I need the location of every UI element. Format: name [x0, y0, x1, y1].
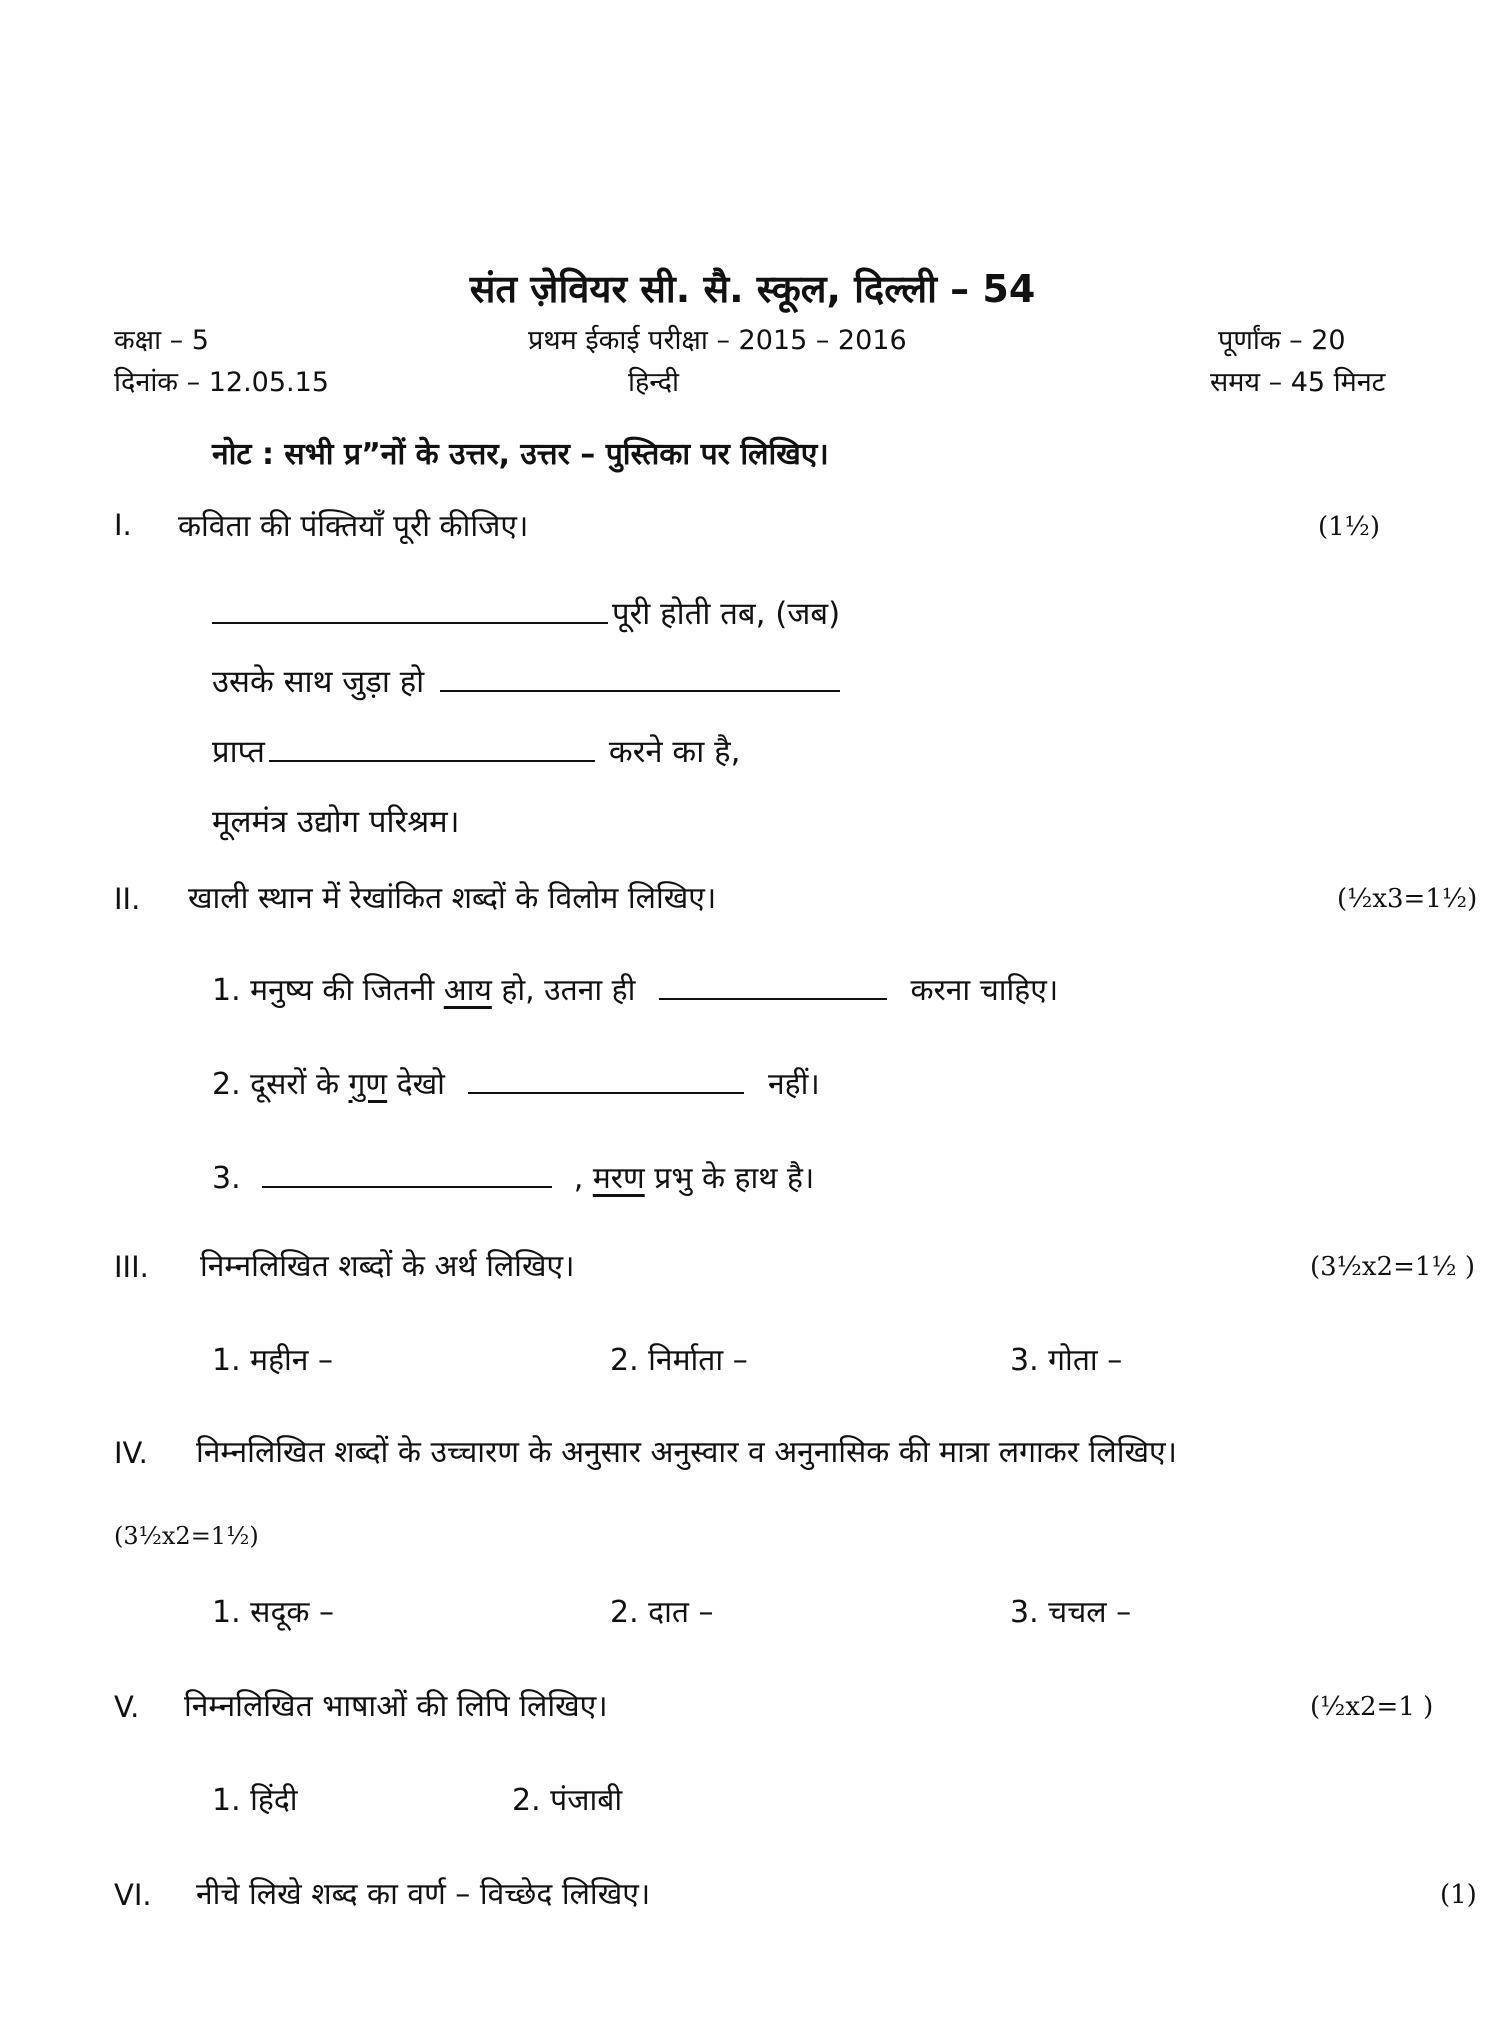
question-number: V. — [114, 1690, 140, 1724]
item-text: नहीं। — [768, 1067, 820, 1102]
question-marks: (½x2=1 ) — [1310, 1692, 1434, 1722]
underlined-word: गुण — [348, 1067, 388, 1102]
fill-blank — [262, 1185, 552, 1188]
question-text: निम्नलिखित भाषाओं की लिपि लिखिए। — [184, 1689, 608, 1724]
item-text: देखो — [396, 1067, 445, 1102]
poem-line-4: मूलमंत्र उद्योग परिश्रम। — [212, 804, 460, 840]
question-marks: (½x3=1½) — [1337, 884, 1478, 914]
question-number: VI. — [114, 1878, 152, 1912]
poem-line-3-start: प्राप्त — [212, 734, 265, 770]
nasal-item-3: 3. चचल – — [1010, 1595, 1132, 1630]
script-item-1: 1. हिंदी — [212, 1783, 298, 1818]
poem-line-1 — [212, 592, 840, 634]
poem-line-1-text: पूरी होती तब, (जब) — [612, 596, 841, 632]
class-label: कक्षा – 5 — [114, 325, 209, 356]
fill-blank — [440, 689, 840, 692]
question-text: खाली स्थान में रेखांकित शब्दों के विलोम लिखिए। — [188, 881, 717, 916]
item-text: 1. मनुष्य की जितनी — [212, 973, 435, 1008]
fill-blank — [468, 1091, 744, 1094]
item-text: 3. — [212, 1161, 241, 1196]
nasal-item-1: 1. सदूक – — [212, 1595, 334, 1630]
antonym-item-1 — [212, 968, 1058, 1009]
underlined-word: मरण — [592, 1161, 645, 1196]
nasal-item-2: 2. दात – — [610, 1595, 714, 1630]
meaning-item-2: 2. निर्माता – — [610, 1343, 748, 1378]
meaning-item-1: 1. महीन – — [212, 1343, 333, 1378]
question-marks: (3½x2=1½ ) — [1310, 1252, 1476, 1282]
fill-blank — [212, 621, 608, 624]
question-text: निम्नलिखित शब्दों के अर्थ लिखिए। — [200, 1249, 575, 1284]
poem-line-3-end: करने का है, — [608, 734, 741, 770]
question-number: II. — [114, 882, 141, 916]
school-title: संत ज़ेवियर सी. सै. स्कूल, दिल्ली – 54 — [469, 267, 1036, 311]
exam-date: दिनांक – 12.05.15 — [114, 367, 329, 398]
fill-blank — [269, 759, 595, 762]
antonym-item-3 — [212, 1156, 814, 1197]
item-text: प्रभु के हाथ है। — [654, 1161, 815, 1196]
question-marks: (1½) — [1318, 512, 1381, 542]
item-text: , — [573, 1161, 584, 1196]
question-number: IV. — [114, 1436, 148, 1470]
item-text: हो, उतना ही — [501, 973, 636, 1008]
question-number: I. — [114, 508, 132, 542]
poem-line-3 — [212, 730, 740, 772]
exam-title: प्रथम ईकाई परीक्षा – 2015 – 2016 — [528, 325, 907, 356]
instruction-note: नोट : सभी प्र”नों के उत्तर, उत्तर – पुस्तिका पर लिखिए। — [212, 437, 829, 472]
subject: हिन्दी — [628, 367, 680, 398]
question-text: नीचे लिखे शब्द का वर्ण – विच्छेद लिखिए। — [196, 1877, 651, 1912]
meaning-item-3: 3. गोता – — [1010, 1343, 1123, 1378]
question-number: III. — [114, 1250, 149, 1284]
item-text: 2. दूसरों के — [212, 1067, 339, 1102]
question-text: कविता की पंक्तियाँ पूरी कीजिए। — [178, 509, 529, 544]
poem-line-2 — [212, 660, 844, 702]
max-marks: पूर्णांक – 20 — [1218, 325, 1346, 356]
question-marks: (1) — [1440, 1880, 1477, 1910]
question-marks: (3½x2=1½) — [114, 1522, 259, 1550]
script-item-2: 2. पंजाबी — [512, 1783, 623, 1818]
antonym-item-2 — [212, 1062, 820, 1103]
poem-line-2-text: उसके साथ जुड़ा हो — [212, 664, 425, 700]
item-text: करना चाहिए। — [910, 973, 1059, 1008]
time-allowed: समय – 45 मिनट — [1210, 367, 1386, 398]
underlined-word: आय — [443, 973, 492, 1008]
question-text: निम्नलिखित शब्दों के उच्चारण के अनुसार अनुस्वार व अनुनासिक की मात्रा लगाकर लिखिए। — [196, 1435, 1177, 1470]
fill-blank — [659, 997, 887, 1000]
